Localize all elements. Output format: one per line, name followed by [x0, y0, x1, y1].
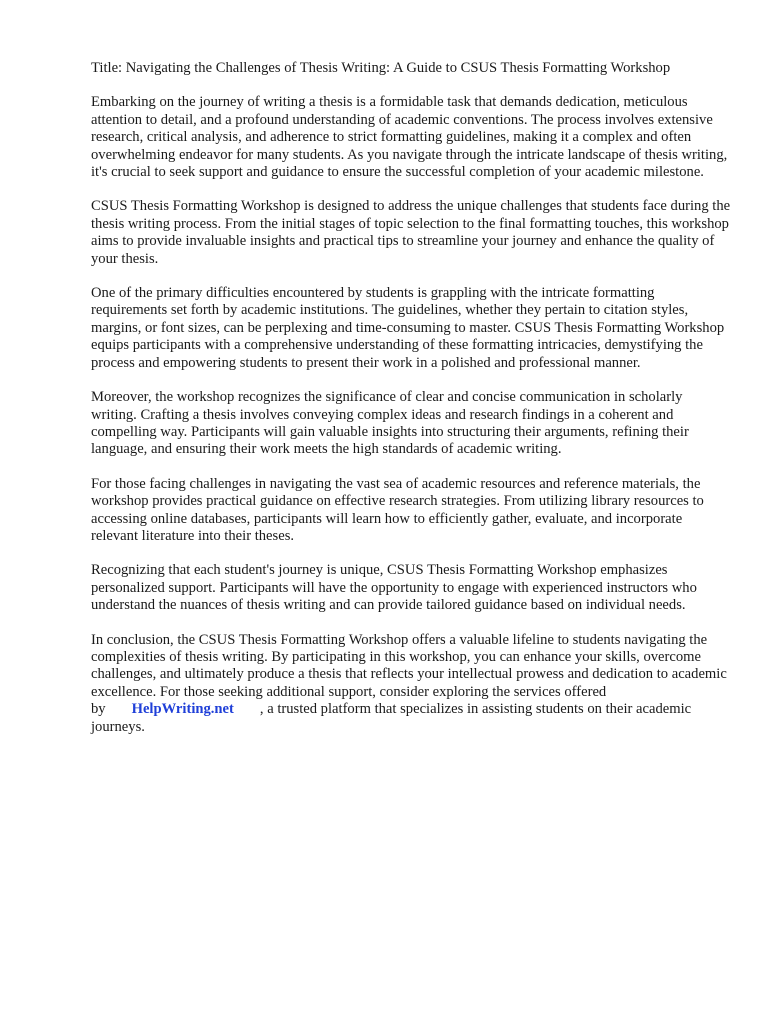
paragraph-intro: Embarking on the journey of writing a thesis is a formidable task that demands dedication, meticulous attention to detail, and a profound understanding of academic conventions. The process involves extensive research, critical analysis, and adherence to strict formatting guidelines, making it a complex and often overwhelming endeavor for many students. As you navigate through the intricate landscape of thesis writing, it's crucial to seek support and guidance to ensure the successful completion of your academic milestone. — [91, 94, 728, 181]
document-title: Title: Navigating the Challenges of Thesis Writing: A Guide to CSUS Thesis Formatting Workshop — [91, 60, 671, 76]
paragraph-workshop-purpose: CSUS Thesis Formatting Workshop is designed to address the unique challenges that students face during the thesis writing process. From the initial stages of topic selection to the final formatting touches, this workshop aims to provide invaluable insights and practical tips to streamline your journey and enhance the quality of your thesis. — [91, 198, 731, 267]
paragraph-conclusion — [91, 632, 731, 736]
conclusion-text-before-link: In conclusion, the CSUS Thesis Formatting Workshop offers a valuable lifeline to students navigating the complexities of thesis writing. By participating in this workshop, you can enhance your skills, overcome challenges, and ultimately produce a thesis that reflects your intellectual prowess and dedication to academic excellence. For those seeking additional support, consider exploring the services offered by — [91, 631, 727, 718]
document-page — [91, 60, 731, 753]
paragraph-personalized-support: Recognizing that each student's journey is unique, CSUS Thesis Formatting Workshop emphasizes personalized support. Participants will have the opportunity to engage with experienced instructors who understand the nuances of thesis writing and can provide tailored guidance based on individual needs. — [91, 562, 697, 614]
conclusion-text-after-link: , a trusted platform that specializes in assisting students on their academic journeys. — [91, 701, 692, 735]
helpwriting-link[interactable]: HelpWriting.net — [131, 701, 234, 718]
paragraph-formatting-difficulties: One of the primary difficulties encountered by students is grappling with the intricate formatting requirements set forth by academic institutions. The guidelines, whether they pertain to citation styles, margins, or font sizes, can be perplexing and time-consuming to master. CSUS Thesis Formatting Workshop equips participants with a comprehensive understanding of these formatting intricacies, demystifying the process and empowering students to present their work in a polished and professional manner. — [91, 285, 725, 371]
paragraph-research-resources: For those facing challenges in navigating the vast sea of academic resources and reference materials, the workshop provides practical guidance on effective research strategies. From utilizing library resources to accessing online databases, participants will learn how to efficiently gather, evaluate, and incorporate relevant literature into their theses. — [91, 475, 704, 544]
paragraph-communication: Moreover, the workshop recognizes the significance of clear and concise communication in scholarly writing. Crafting a thesis involves conveying complex ideas and research findings in a coherent and compelling way. Participants will gain valuable insights into structuring their arguments, refining their language, and ensuring their work meets the high standards of academic writing. — [91, 389, 689, 458]
